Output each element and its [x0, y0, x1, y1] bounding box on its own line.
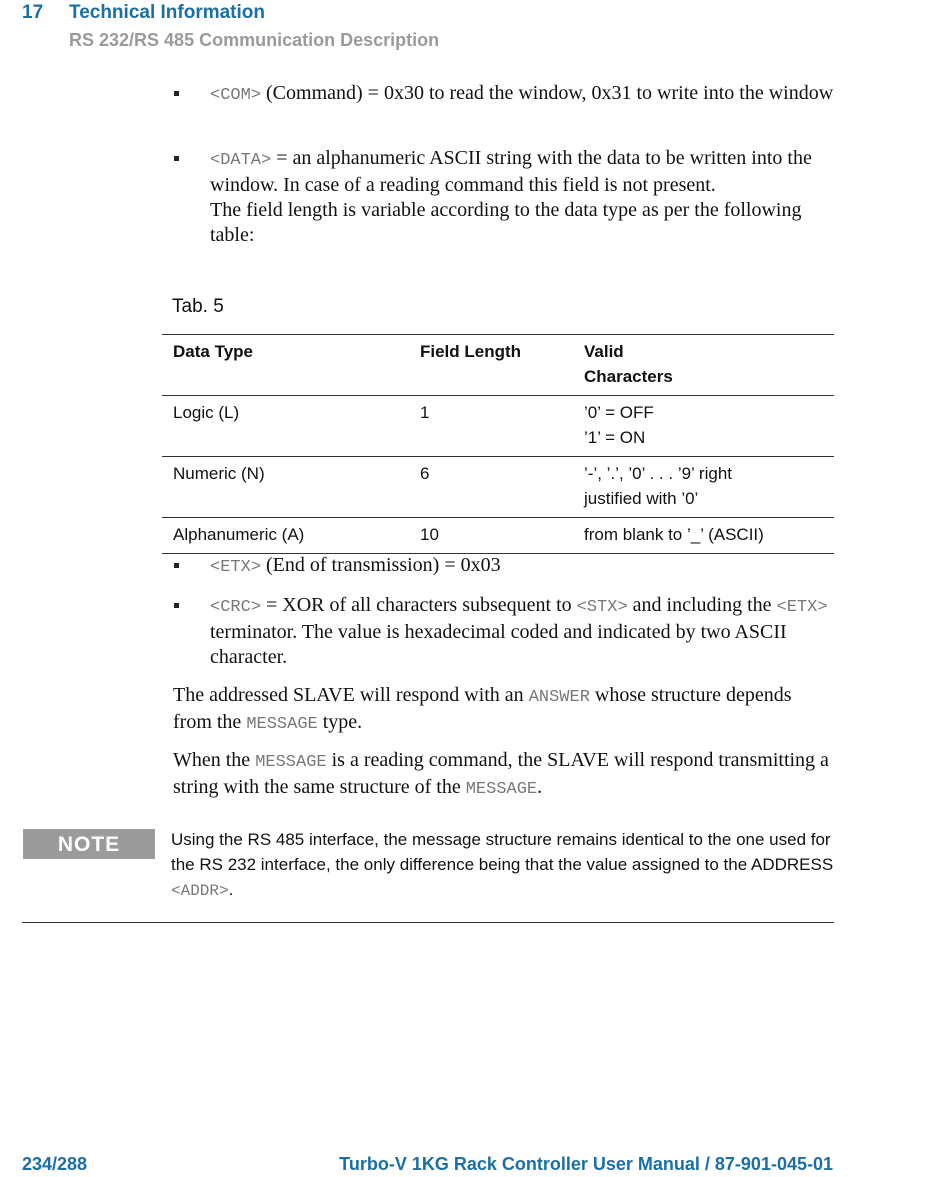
cell-chars: from blank to ’_’ (ASCII) [584, 525, 764, 544]
cell-chars: ’0’ = OFF ’1’ = ON [584, 403, 654, 447]
cell-type: Alphanumeric (A) [173, 525, 305, 544]
bullet-data: <DATA> = an alphanumeric ASCII string with the data to be written into the window. In case of a reading command this field is not present. The field length is variable according to the data type as per the following table: [210, 147, 812, 246]
table-label: Tab. 5 [172, 296, 224, 317]
bullet-etx: <ETX> (End of transmission) = 0x03 [210, 554, 501, 577]
cell-type: Logic (L) [173, 403, 240, 422]
chapter-number: 17 [22, 2, 44, 23]
page-number: 234/288 [22, 1154, 88, 1174]
bullet-com: <COM> (Command) = 0x30 to read the window, 0x31 to write into the window [210, 82, 834, 105]
paragraph-reading: When the MESSAGE is a reading command, the SLAVE will respond transmitting a string with the same structure of the MESSAGE. [173, 749, 829, 799]
note-badge: NOTE [23, 829, 155, 859]
cell-length: 6 [420, 464, 430, 483]
section-title: RS 232/RS 485 Communication Description [69, 30, 440, 50]
cell-type: Numeric (N) [173, 464, 265, 483]
chapter-title: Technical Information [69, 2, 266, 23]
cell-chars: ’-’, ’.’, ’0’ . . . ’9’ right justified with ’0’ [584, 464, 732, 508]
cell-length: 1 [420, 403, 430, 422]
cell-length: 10 [420, 525, 439, 544]
data-type-table [162, 334, 834, 554]
bullet-crc: <CRC> = XOR of all characters subsequent to <STX> and including the <ETX> terminator. The value is hexadecimal coded and indicated by two ASCII character. [210, 594, 828, 668]
header-valid-characters: Valid Characters [584, 342, 673, 386]
paragraph-answer: The addressed SLAVE will respond with an ANSWER whose structure depends from the MESSAGE type. [173, 684, 792, 734]
note-text: Using the RS 485 interface, the message structure remains identical to the one used for the RS 232 interface, the only difference being that the value assigned to the ADDRESS <ADDR>. [171, 830, 834, 900]
table-row [162, 396, 834, 457]
divider [22, 922, 834, 923]
header-field-length: Field Length [420, 342, 522, 361]
document-title: Turbo-V 1KG Rack Controller User Manual / 87-901-045-01 [339, 1154, 833, 1174]
table-header-row [162, 335, 834, 396]
table-row [162, 457, 834, 518]
table-row [162, 518, 834, 554]
header-data-type: Data Type [173, 342, 253, 361]
